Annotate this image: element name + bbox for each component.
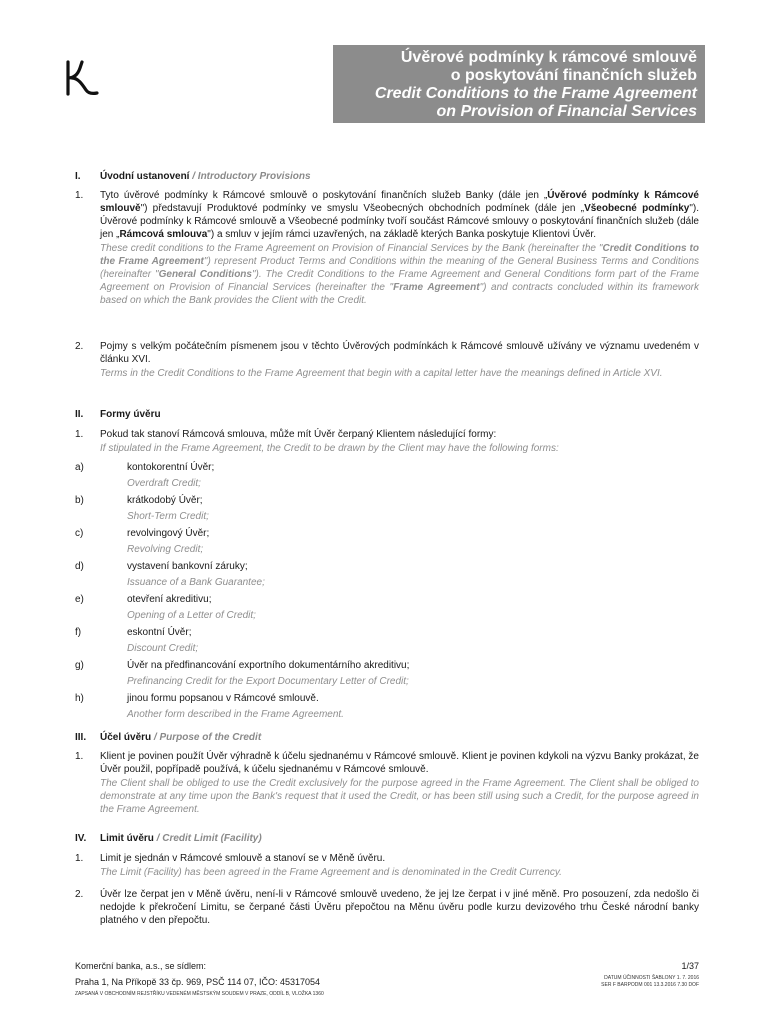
- list-item: [75, 659, 699, 692]
- paragraph-text: [100, 189, 699, 307]
- document-title: [333, 45, 705, 123]
- section-title: [100, 731, 699, 744]
- list-item: [75, 692, 699, 725]
- paragraph-cz: Limit je sjednán v Rámcové smlouvě a stanoví se v Měně úvěru.: [100, 853, 386, 864]
- paragraph-number: 1.: [75, 853, 84, 864]
- section-title-en: / Introductory Provisions: [189, 171, 311, 182]
- paragraph-en: The Limit (Facility) has been agreed in the Frame Agreement and is denominated in the Credit Currency.: [100, 867, 562, 878]
- section-title: [100, 170, 699, 183]
- list-item-en: Short-Term Credit;: [127, 511, 209, 522]
- list-item-cz: vystavení bankovní záruky;: [127, 561, 248, 572]
- list-item-letter: a): [75, 462, 84, 473]
- section-heading-iv: [75, 832, 699, 846]
- list-item: [75, 560, 699, 593]
- text-run: Tyto úvěrové podmínky k Rámcové smlouvě o poskytování finančních služeb Banky (dále jen „: [100, 190, 548, 201]
- list-item: [75, 494, 699, 527]
- paragraph-number: 1.: [75, 751, 84, 762]
- paragraph-text: [100, 428, 699, 455]
- list-item-letter: d): [75, 561, 84, 572]
- section-number: III.: [75, 732, 87, 743]
- list-item-en: Another form described in the Frame Agreement.: [127, 709, 344, 720]
- footer-company: Komerční banka, a.s., se sídlem:: [75, 961, 207, 971]
- paragraph-text: [100, 852, 699, 879]
- list-item-cz: eskontní Úvěr;: [127, 627, 192, 638]
- kb-logo-icon: [64, 60, 100, 96]
- list-item-cz: Úvěr na předfinancování exportního dokumentárního akreditivu;: [127, 660, 410, 671]
- defined-term: Všeobecné podmínky: [584, 203, 690, 214]
- list-item-en: Discount Credit;: [127, 643, 199, 654]
- paragraph-text: [100, 340, 699, 380]
- list-item-cz: jinou formu popsanou v Rámcové smlouvě.: [127, 693, 319, 704]
- text-run: ") představují Produktové podmínky ve smyslu Všeobecných obchodních podmínek (dále jen „: [140, 203, 585, 214]
- list-item-en: Issuance of a Bank Guarantee;: [127, 577, 265, 588]
- list-item-cz: revolvingový Úvěr;: [127, 528, 210, 539]
- paragraph-cz: Pojmy s velkým počátečním písmenem jsou v těchto Úvěrových podmínkách k Rámcové smlouvě užívány ve významu uvedeném v článku XVI.: [100, 341, 699, 365]
- paragraph-text: [100, 750, 699, 816]
- list-item-en: Prefinancing Credit for the Export Documentary Letter of Credit;: [127, 676, 409, 687]
- footer-effective-date: DATUM ÚČINNOSTI ŠABLONY 1. 7. 2016: [604, 975, 699, 981]
- section-number: II.: [75, 409, 84, 420]
- section-heading-iii: [75, 731, 699, 745]
- text-run: "). The Credit Conditions to the Frame Agreement and General Conditions form part of the Frame Agreement on Provision of Financial Services (hereinafter the ": [100, 269, 700, 293]
- list-item: [75, 461, 699, 494]
- list-item-cz: otevření akreditivu;: [127, 594, 212, 605]
- text-run: ") represent Product Terms and Conditions within the meaning of the General Business Terms and Conditions (hereinafter ": [100, 256, 700, 280]
- paragraph-number: 2.: [75, 341, 84, 352]
- list-item-cz: krátkodobý Úvěr;: [127, 495, 203, 506]
- list-item-letter: f): [75, 627, 82, 638]
- paragraph-en: The Client shall be obliged to use the Credit exclusively for the purpose agreed in the Frame Agreement. The Client shall be obliged to demonstrate at any time upon the Bank's request that it used the Credit, or has been still using such a Credit, for the purpose agreed in the Frame Agreement.: [100, 778, 699, 815]
- footer-register: ZAPSANÁ V OBCHODNÍM REJSTŘÍKU VEDENÉM MĚSTSKÝM SOUDEM V PRAZE, ODDÍL B, VLOŽKA 1360: [75, 991, 324, 997]
- defined-term: Rámcová smlouva: [119, 229, 208, 240]
- footer-version: SER F BARPODM 001 13.3.2016 7.30 DOF: [601, 982, 699, 988]
- list-item-en: Overdraft Credit;: [127, 478, 201, 489]
- paragraph-en: Terms in the Credit Conditions to the Frame Agreement that begin with a capital letter have the meanings defined in Article XVI.: [100, 368, 663, 379]
- title-cz-line-2: o poskytování finančních služeb: [450, 67, 697, 84]
- title-en-line-1: Credit Conditions to the Frame Agreement: [374, 85, 697, 102]
- page-number: 1/37: [681, 961, 699, 971]
- section-heading-ii: [75, 408, 699, 422]
- section-title: Formy úvěru: [100, 409, 161, 420]
- list-item-letter: e): [75, 594, 84, 605]
- text-run: ") and contracts concluded within its framework based on which the Bank provides the Client with the Credit.: [100, 282, 700, 306]
- paragraph-ii-1: [75, 428, 699, 458]
- list-item-en: Revolving Credit;: [127, 544, 204, 555]
- section-title-en: / Credit Limit (Facility): [153, 833, 262, 844]
- footer-company-info: [75, 960, 324, 998]
- defined-term: General Conditions: [158, 269, 252, 280]
- text-run: ") a smluv v jejím rámci uzavřených, na základě kterých Banka poskytuje Klientovi Úvěr.: [207, 229, 596, 240]
- list-item: [75, 527, 699, 560]
- section-heading-i: [75, 170, 699, 184]
- list-item-letter: c): [75, 528, 84, 539]
- list-item-cz: kontokorentní Úvěr;: [127, 462, 215, 473]
- defined-term: Frame Agreement: [393, 282, 480, 293]
- paragraph-cz: [100, 189, 699, 241]
- section-title-en: / Purpose of the Credit: [151, 732, 262, 743]
- footer-page-info: [601, 960, 699, 989]
- paragraph-text: [100, 888, 699, 927]
- paragraph-number: 2.: [75, 889, 84, 900]
- list-item: [75, 593, 699, 626]
- paragraph-iii-1: [75, 750, 699, 822]
- list-item-en: Opening of a Letter of Credit;: [127, 610, 256, 621]
- paragraph-number: 1.: [75, 429, 84, 440]
- paragraph-cz: Pokud tak stanoví Rámcová smlouva, může mít Úvěr čerpaný Klientem následující formy:: [100, 429, 497, 440]
- list-item-letter: b): [75, 495, 84, 506]
- defined-term: Credit Conditions to the Frame Agreement: [100, 243, 699, 267]
- section-title-cz: Limit úvěru: [100, 833, 154, 844]
- credit-forms-list: [75, 461, 699, 725]
- section-number: IV.: [75, 833, 87, 844]
- paragraph-iv-2: [75, 888, 699, 930]
- section-title: [100, 832, 699, 845]
- paragraph-cz: Klient je povinen použít Úvěr výhradně k účelu sjednanému v Rámcové smlouvě. Klient je povinen kdykoli na výzvu Banky prokázat, že Úvěr použil, popřípadě používá, k účelu sjednanému v Rámcové smlouvě.: [100, 751, 699, 775]
- paragraph-cz: Úvěr lze čerpat jen v Měně úvěru, není-li v Rámcové smlouvě uvedeno, že jej lze čerpat i v jiné měně. Pro posouzení, zda nedošlo či nedojde k překročení Limitu, se čerpané části Úvěru přepočtou na Měnu úvěru podle kurzu devizového trhu České národní banky platného v den přepočtu.: [100, 889, 699, 926]
- text-run: These credit conditions to the Frame Agreement on Provision of Financial Services by the Bank (hereinafter the ": [100, 243, 603, 254]
- text-run: "). Úvěrové podmínky k Rámcové smlouvě a Všeobecné podmínky tvoří součást Rámcové smlouvy o poskytování finančních služeb (dále jen „: [100, 203, 699, 240]
- section-number: I.: [75, 171, 81, 182]
- footer-address: Praha 1, Na Příkopě 33 čp. 969, PSČ 114 07, IČO: 45317054: [75, 977, 320, 987]
- list-item: [75, 626, 699, 659]
- paragraph-iv-1: [75, 852, 699, 882]
- section-title-cz: Úvodní ustanovení: [100, 171, 190, 182]
- title-cz-line-1: Úvěrové podmínky k rámcové smlouvě: [400, 49, 697, 66]
- list-item-letter: g): [75, 660, 84, 671]
- defined-term: Úvěrové podmínky k Rámcové smlouvě: [100, 190, 699, 214]
- paragraph-i-1: [75, 189, 699, 339]
- title-en-line-2: on Provision of Financial Services: [436, 103, 697, 120]
- paragraph-number: 1.: [75, 190, 84, 201]
- paragraph-i-2: [75, 340, 699, 396]
- paragraph-en: If stipulated in the Frame Agreement, the Credit to be drawn by the Client may have the following forms:: [100, 443, 559, 454]
- paragraph-en: [100, 242, 699, 307]
- list-item-letter: h): [75, 693, 84, 704]
- section-title-cz: Účel úvěru: [100, 732, 152, 743]
